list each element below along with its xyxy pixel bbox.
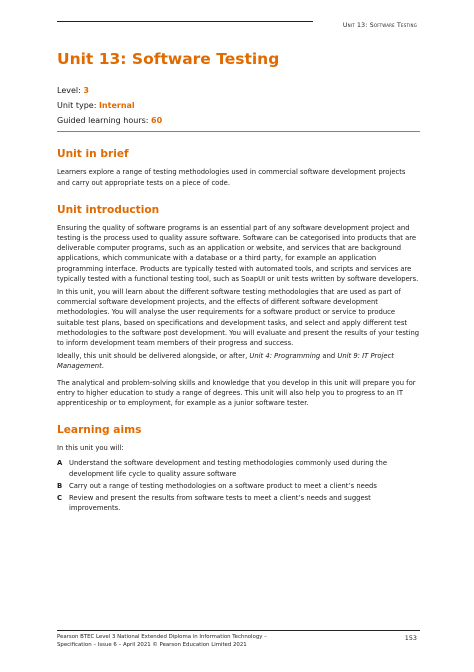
aims-list: [57, 458, 420, 513]
footer-rule: [57, 630, 420, 631]
level-row: [57, 84, 420, 99]
unit-meta: [57, 84, 420, 128]
aims-heading: Learning aims: [57, 424, 142, 437]
intro-p3-mid: and: [320, 352, 338, 361]
glh-row: [57, 114, 420, 129]
aim-text: Review and present the results from software tests to meet a client’s needs and suggest improvements.: [69, 494, 371, 513]
aims-lead: In this unit you will:: [57, 444, 124, 453]
aim-letter: C: [57, 494, 62, 503]
intro-heading: Unit introduction: [57, 203, 160, 216]
aim-letter: B: [57, 481, 63, 490]
brief-text: Learners explore a range of testing methodologies used in commercial software development projects and carry out appropriate tests on a piece of code.: [57, 168, 406, 187]
unit-type-row: [57, 99, 420, 114]
intro-paragraph-1: Ensuring the quality of software programs is an essential part of any software development project and testing is the process used to quality assure software. Software can be categorised into products that are deliverable computer programs, such as an application or website, and services that are background applications, which communicate with a database or a third party, for example an application programming interface. Products are typically tested with automated tools, and scripts and services are typically tested with a functional testing tool, such as SoapUI or unit tests written by software developers.: [57, 223, 419, 283]
aim-letter: A: [57, 459, 63, 468]
intro-paragraph-4: The analytical and problem-solving skills and knowledge that you develop in this unit will prepare you for entry to higher education to study a range of degrees. This unit will also help you to progress to an IT apprenticeship or to employment, for example as a junior software tester.: [57, 378, 416, 408]
unit-4-reference: Unit 4: Programming: [249, 352, 321, 361]
level-value: 3: [83, 86, 89, 95]
footer-line-2: Specification – Issue 6 – April 2021 © Pearson Education Limited 2021: [57, 641, 247, 648]
running-head: Unit 13: Software Testing: [342, 22, 417, 29]
intro-p3-start: Ideally, this unit should be delivered alongside, or after,: [57, 352, 250, 361]
header-rule: [57, 21, 313, 22]
meta-divider: [57, 131, 420, 132]
footer-line-1: Pearson BTEC Level 3 National Extended Diploma in Information Technology –: [57, 634, 267, 640]
footer: [57, 634, 357, 649]
aim-item: [57, 481, 420, 491]
aim-item: [57, 493, 420, 513]
unit-9-reference: Unit 9: IT Project Management: [57, 352, 394, 371]
unit-type-value: Internal: [98, 100, 135, 110]
aim-text: Understand the software development and testing methodologies commonly used during the development life cycle to quality assure software: [69, 459, 388, 478]
unit-type-label: Unit type:: [57, 100, 97, 110]
level-label: Level:: [57, 86, 81, 95]
brief-heading: Unit in brief: [57, 148, 129, 161]
aim-item: [57, 458, 420, 478]
glh-value: 60: [151, 115, 163, 125]
unit-title: Unit 13: Software Testing: [57, 50, 280, 68]
aim-text: Carry out a range of testing methodologies on a software product to meet a client’s needs: [69, 481, 377, 490]
page-content: [57, 50, 420, 515]
intro-p3-end: .: [101, 362, 104, 371]
glh-label: Guided learning hours:: [57, 115, 149, 125]
intro-paragraph-2: In this unit, you will learn about the different software testing methodologies that are used as part of commercial software development projects, and the effects of different software development methodologies. You will analyse the user requirements for a software product or service to produce suitable test plans, based on specifications and development tasks, and select and apply different test methodologies to the software post development. You will evaluate and present the results of your testing to inform development team members of their progress and success.: [57, 288, 420, 348]
page-number: 153: [404, 634, 417, 642]
intro-paragraph-3: [57, 351, 420, 371]
